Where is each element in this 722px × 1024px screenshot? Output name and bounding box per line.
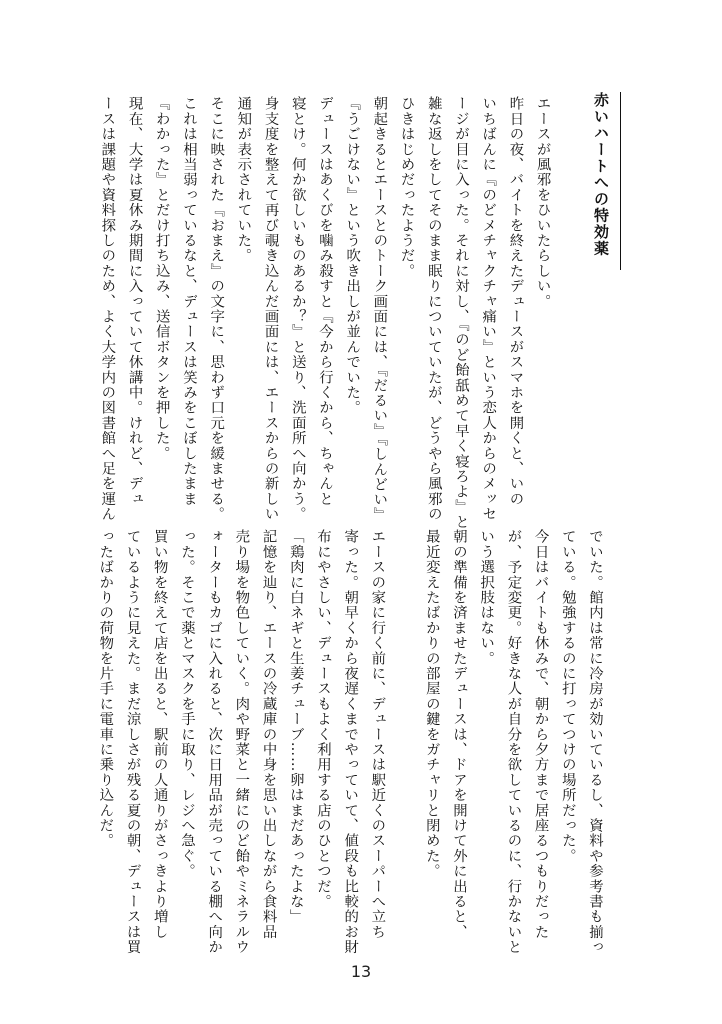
page-number: 13 — [350, 962, 372, 981]
text-line: 今日はバイトも休みで、朝から夕方まで居座るつもりだった — [532, 529, 549, 940]
text-line: が、予定変更。好きな人が自分を欲しているのに、行かないと — [505, 529, 522, 955]
text-line — [390, 529, 417, 947]
text-line: 朝の準備を済ませたデュースは、ドアを開けて外に出ると、 — [450, 529, 467, 940]
text-line: 身支度を整えて再び覗き込んだ画面には、エースからの新しい — [262, 96, 279, 522]
text-line: ている。勉強するのに打ってつけの場所だった。 — [559, 529, 576, 864]
text-line: ったばかりの荷物を片手に電車に乗り込んだ。 — [97, 529, 114, 849]
text-line: 最近変えたばかりの部屋の鍵をガチャリと閉めた。 — [423, 529, 440, 879]
text-line: デュースはあくびを噛み殺すと『今から行くから、ちゃんと — [316, 96, 333, 507]
chapter-title: 赤いハートへの特効薬 — [592, 92, 610, 257]
text-line: 「鶏肉に白ネギと生姜チューブ……卵はまだあったよな」 — [287, 529, 304, 925]
text-line: ージが目に入った。それに対し、『のど飴舐めて早く寝ろよ』と — [452, 96, 469, 530]
text-line: でいた。館内は常に冷房が効いているし、資料や参考書も揃っ — [587, 529, 603, 955]
text-line: 『うごけない』という吹き出しが並んでいた。 — [344, 96, 361, 416]
text-line: ォーターもカゴに入れると、次に日用品が売っている棚へ向か — [206, 529, 223, 955]
text-line: ースは課題や資料探しのため、よく大学内の図書館へ足を運ん — [99, 96, 116, 522]
text-line: 朝起きるとエースとのトーク画面には、『だるい』『しんどい』 — [371, 96, 388, 523]
title-underline — [620, 92, 621, 270]
text-line: そこに映された『おまえ』の文字に、思わず口元を緩ませる。 — [208, 96, 225, 522]
text-line: 買い物を終えて店を出ると、駅前の人通りがさっきより増し — [151, 529, 168, 940]
text-line: 現在、大学は夏休み期間に入っていて休講中。けれど、デュ — [126, 96, 143, 507]
text-line: エースの家に行く前に、デュースは駅近くのスーパーへ立ち — [369, 529, 386, 940]
text-line: った。そこで薬とマスクを手に取り、レジへ急ぐ。 — [178, 529, 195, 879]
text-line: ひきはじめだったようだ。 — [398, 96, 415, 279]
text-line: 記憶を辿り、エースの冷蔵庫の中身を思い出しながら食料品 — [260, 529, 277, 940]
text-line: 雑な返しをしてそのまま眠りについていたが、どうやら風邪の — [425, 96, 442, 522]
text-line: いちばんに『のどメチャクチャ痛い』という恋人からのメッセ — [480, 96, 497, 522]
text-line: いう選択肢はない。 — [478, 529, 495, 666]
text-line: これは相当弱っているなと、デュースは笑みをこぼしたまま — [180, 96, 197, 507]
text-line: エースが風邪をひいたらしい。 — [534, 96, 551, 309]
upper-text-block — [93, 96, 610, 530]
text-line: 『わかった』とだけ打ち込み、送信ボタンを押した。 — [153, 96, 170, 461]
text-line: 寝とけ。何か欲しいものあるか？』と送り、洗面所へ向かう。 — [289, 96, 306, 522]
text-line: ているように見えた。まだ涼しさが残る夏の朝、デュースは買 — [124, 529, 141, 955]
text-line: 売り場を物色していく。肉や野菜と一緒にのど飴やミネラルウ — [233, 529, 250, 955]
text-line: 昨日の夜、バイトを終えたデュースがスマホを開くと、いの — [507, 96, 524, 507]
text-line: 布にやさしい、デュースもよく利用する店のひとつだ。 — [314, 529, 331, 909]
text-line: 寄った。朝早くから夜遅くまでやっていて、値段も比較的お財 — [342, 529, 359, 955]
lower-text-block — [91, 529, 608, 955]
text-line: 通知が表示されていた。 — [235, 96, 252, 264]
